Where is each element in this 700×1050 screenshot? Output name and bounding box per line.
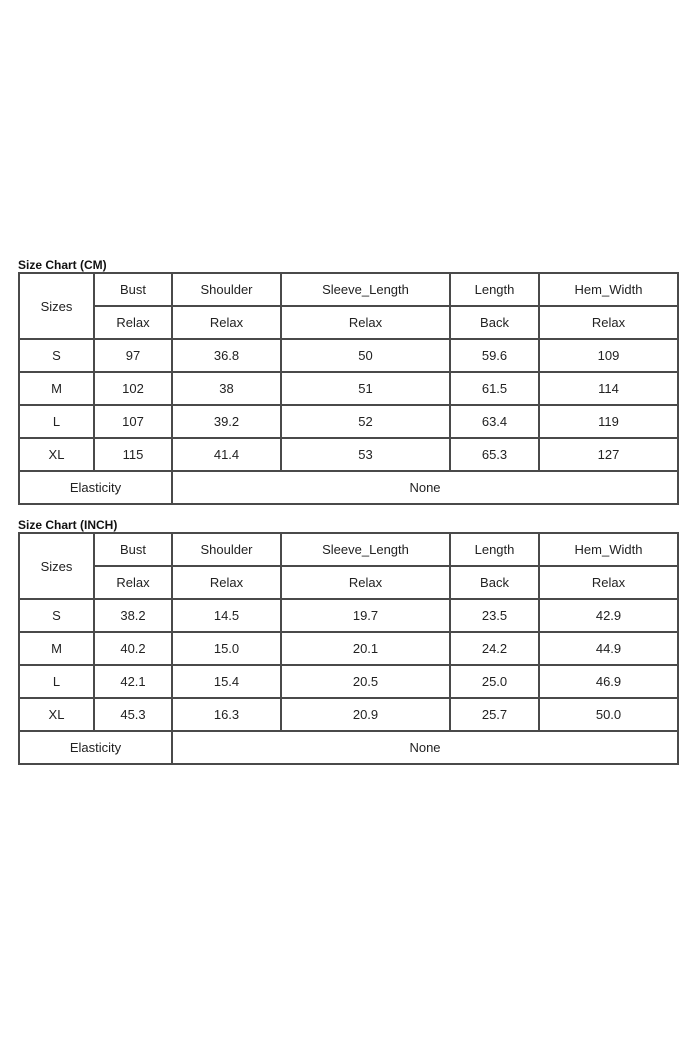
column-subheader: Back <box>450 306 539 339</box>
value-cell: 46.9 <box>539 665 678 698</box>
value-cell: 65.3 <box>450 438 539 471</box>
value-cell: 16.3 <box>172 698 281 731</box>
column-subheader: Relax <box>539 566 678 599</box>
subheader-row <box>19 306 678 339</box>
size-chart-cm <box>18 258 677 505</box>
value-cell: 36.8 <box>172 339 281 372</box>
elasticity-value: None <box>172 731 678 764</box>
table-row <box>19 599 678 632</box>
elasticity-row <box>19 731 678 764</box>
value-cell: 50 <box>281 339 450 372</box>
column-subheader: Relax <box>172 566 281 599</box>
size-table-cm <box>18 272 679 505</box>
elasticity-value: None <box>172 471 678 504</box>
sizes-header: Sizes <box>19 533 94 599</box>
value-cell: 42.9 <box>539 599 678 632</box>
column-header-bust: Bust <box>94 273 172 306</box>
chart-title: Size Chart (CM) <box>18 258 107 272</box>
size-cell: M <box>19 372 94 405</box>
value-cell: 109 <box>539 339 678 372</box>
value-cell: 119 <box>539 405 678 438</box>
value-cell: 20.1 <box>281 632 450 665</box>
table-row <box>19 632 678 665</box>
value-cell: 20.9 <box>281 698 450 731</box>
table-row <box>19 698 678 731</box>
value-cell: 63.4 <box>450 405 539 438</box>
value-cell: 52 <box>281 405 450 438</box>
table-row <box>19 665 678 698</box>
size-table-inch <box>18 532 679 765</box>
elasticity-label: Elasticity <box>19 731 172 764</box>
value-cell: 107 <box>94 405 172 438</box>
column-header-hem-width: Hem_Width <box>539 533 678 566</box>
header-row <box>19 273 678 306</box>
column-header-bust: Bust <box>94 533 172 566</box>
column-header-sleeve-length: Sleeve_Length <box>281 273 450 306</box>
value-cell: 23.5 <box>450 599 539 632</box>
size-cell: M <box>19 632 94 665</box>
value-cell: 19.7 <box>281 599 450 632</box>
column-header-shoulder: Shoulder <box>172 533 281 566</box>
value-cell: 115 <box>94 438 172 471</box>
column-subheader: Relax <box>281 566 450 599</box>
size-cell: L <box>19 405 94 438</box>
column-header-sleeve-length: Sleeve_Length <box>281 533 450 566</box>
value-cell: 59.6 <box>450 339 539 372</box>
value-cell: 61.5 <box>450 372 539 405</box>
table-row <box>19 372 678 405</box>
value-cell: 15.4 <box>172 665 281 698</box>
table-row <box>19 405 678 438</box>
elasticity-row <box>19 471 678 504</box>
value-cell: 14.5 <box>172 599 281 632</box>
sizes-header: Sizes <box>19 273 94 339</box>
table-row <box>19 339 678 372</box>
value-cell: 53 <box>281 438 450 471</box>
value-cell: 44.9 <box>539 632 678 665</box>
value-cell: 39.2 <box>172 405 281 438</box>
column-header-length: Length <box>450 533 539 566</box>
column-header-length: Length <box>450 273 539 306</box>
value-cell: 38 <box>172 372 281 405</box>
value-cell: 38.2 <box>94 599 172 632</box>
value-cell: 51 <box>281 372 450 405</box>
value-cell: 127 <box>539 438 678 471</box>
table-row <box>19 438 678 471</box>
column-subheader: Relax <box>539 306 678 339</box>
size-chart-inch <box>18 518 677 765</box>
value-cell: 50.0 <box>539 698 678 731</box>
size-cell: S <box>19 599 94 632</box>
size-cell: XL <box>19 698 94 731</box>
value-cell: 24.2 <box>450 632 539 665</box>
value-cell: 20.5 <box>281 665 450 698</box>
column-subheader: Relax <box>94 306 172 339</box>
value-cell: 102 <box>94 372 172 405</box>
column-header-shoulder: Shoulder <box>172 273 281 306</box>
value-cell: 45.3 <box>94 698 172 731</box>
header-row <box>19 533 678 566</box>
value-cell: 15.0 <box>172 632 281 665</box>
column-header-hem-width: Hem_Width <box>539 273 678 306</box>
value-cell: 25.7 <box>450 698 539 731</box>
chart-title: Size Chart (INCH) <box>18 518 118 532</box>
value-cell: 40.2 <box>94 632 172 665</box>
column-subheader: Back <box>450 566 539 599</box>
elasticity-label: Elasticity <box>19 471 172 504</box>
column-subheader: Relax <box>172 306 281 339</box>
size-cell: XL <box>19 438 94 471</box>
value-cell: 25.0 <box>450 665 539 698</box>
value-cell: 41.4 <box>172 438 281 471</box>
value-cell: 97 <box>94 339 172 372</box>
size-cell: L <box>19 665 94 698</box>
subheader-row <box>19 566 678 599</box>
value-cell: 42.1 <box>94 665 172 698</box>
value-cell: 114 <box>539 372 678 405</box>
column-subheader: Relax <box>281 306 450 339</box>
size-cell: S <box>19 339 94 372</box>
column-subheader: Relax <box>94 566 172 599</box>
